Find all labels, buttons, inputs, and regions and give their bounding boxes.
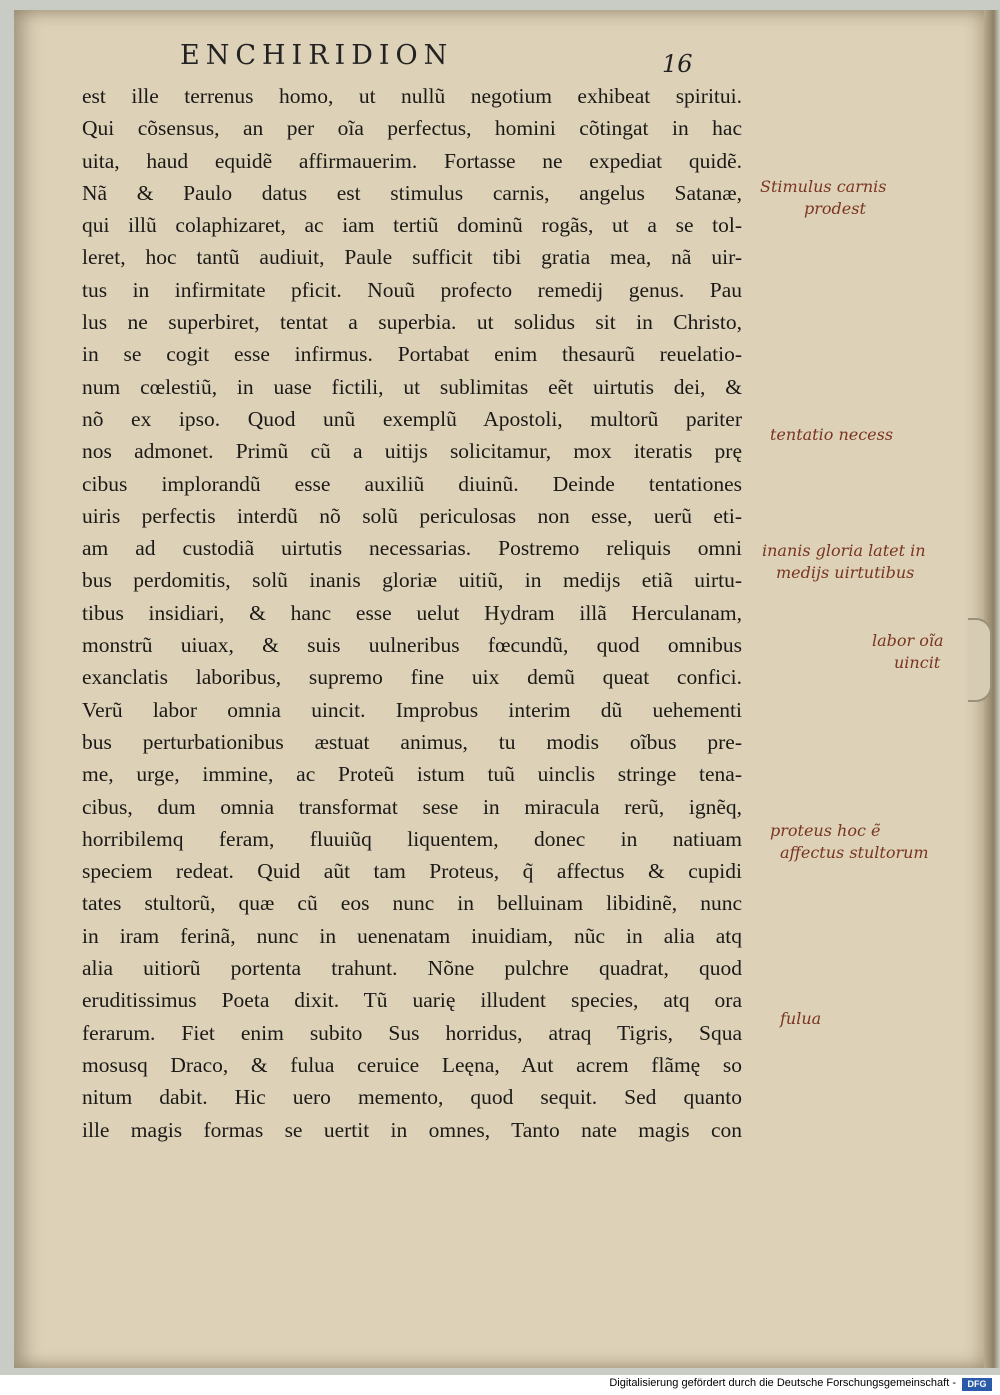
dfg-logo: DFG	[962, 1378, 992, 1391]
text-line: bus perdomitis, solũ inanis gloriæ uitiũ, in medijs etiã uirtu-	[82, 568, 742, 593]
text-line: Verũ labor omnia uincit. Improbus interim dũ uehementi	[82, 697, 742, 722]
text-line: horribilemq feram, fluuiũq liquentem, donec in natiuam	[82, 826, 742, 851]
marginal-note-proteus: proteus hoc ẽ affectus stultorum	[770, 821, 929, 862]
text-line: nõ ex ipso. Quod unũ exemplũ Apostoli, multorũ pariter	[82, 406, 742, 431]
text-line: tus in infirmitate pficit. Nouũ profecto remedij genus. Pau	[82, 277, 742, 302]
text-line: leret, hoc tantũ audiuit, Paule sufficit tibi gratia mea, nã uir-	[82, 245, 742, 270]
text-line: eruditissimus Poeta dixit. Tũ uarię illudent species, atq ora	[82, 988, 742, 1013]
footer-credit: Digitalisierung gefördert durch die Deutsche Forschungsgemeinschaft -	[609, 1377, 956, 1389]
text-line: monstrũ uiuax, & suis uulneribus fœcundũ, quod omnibus	[82, 633, 742, 658]
text-line: am ad custodiã uirtutis necessarias. Postremo reliquis omni	[82, 536, 742, 561]
text-line: bus perturbationibus æstuat animus, tu modis oĩbus pre-	[82, 729, 742, 754]
text-line: cibus, dum omnia transformat sese in miracula rerũ, ignẽq,	[82, 794, 742, 819]
page-tab	[968, 618, 992, 702]
text-line: in se cogit esse infirmus. Portabat enim thesaurũ reuelatio-	[82, 342, 742, 367]
text-line: lus ne superbiret, tentat a superbia. ut solidus sit in Christo,	[82, 310, 742, 335]
text-line: tibus insidiari, & hanc esse uelut Hydram illã Herculanam,	[82, 600, 742, 625]
text-line: uiris perfectis interdũ nõ solũ periculosas non esse, uerũ eti-	[82, 503, 742, 528]
text-line: tates stultorũ, quæ cũ eos nunc in belluinam libidinẽ, nunc	[82, 891, 742, 916]
text-line: mosusq Draco, & fulua ceruice Leęna, Aut acrem flãmę so	[82, 1052, 742, 1077]
marginal-note-tentatio: tentatio necess	[770, 425, 894, 444]
text-line: ille magis formas se uertit in omnes, Tanto nate magis con	[82, 1117, 742, 1142]
text-line: cibus implorandũ esse auxiliũ diuinũ. Deinde tentationes	[82, 471, 742, 496]
text-line: qui illũ colaphizaret, ac iam tertiũ dominũ rogãs, ut a se tol-	[82, 213, 742, 238]
text-line: speciem redeat. Quid aũt tam Proteus, q̃ affectus & cupidi	[82, 859, 742, 884]
marginal-note-fulua: fulua	[780, 1009, 822, 1028]
text-line: exanclatis laboribus, supremo fine uix demũ queat confici.	[82, 665, 742, 690]
text-line: ferarum. Fiet enim subito Sus horridus, atraq Tigris, Squa	[82, 1020, 742, 1045]
text-line: nos admonet. Primũ cũ a uitijs solicitamur, mox iteratis prę	[82, 439, 742, 464]
text-line: uita, haud equidẽ affirmauerim. Fortasse ne expediat quidẽ.	[82, 148, 742, 173]
marginal-note-labor: labor oĩa uincit	[872, 631, 944, 672]
folio-number: 16	[662, 50, 693, 78]
text-line: nitum dabit. Hic uero memento, quod sequit. Sed quanto	[82, 1085, 742, 1110]
marginal-note-stimulus: Stimulus carnis prodest	[760, 177, 887, 218]
text-line: Nã & Paulo datus est stimulus carnis, angelus Satanæ,	[82, 180, 742, 205]
digitization-footer	[0, 1375, 1000, 1395]
text-block	[82, 80, 742, 1146]
text-line: alia uitiorũ portenta trahunt. Nõne pulchre quadrat, quod	[82, 956, 742, 981]
text-line: est ille terrenus homo, ut nullũ negotium exhibeat spiritui.	[82, 84, 742, 108]
text-line: Qui cõsensus, an per oĩa perfectus, homini cõtingat in hac	[82, 116, 742, 141]
text-line: num cœlestiũ, in uase fictili, ut sublimitas eẽt uirtutis dei, &	[82, 374, 742, 399]
marginal-note-gloria: inanis gloria latet in medijs uirtutibus	[762, 541, 926, 582]
text-line: in iram ferinã, nunc in uenenatam inuidiam, nũc in alia atq	[82, 923, 742, 948]
running-head: ENCHIRIDION	[180, 40, 454, 71]
text-line: me, urge, immine, ac Proteũ istum tuũ uinclis stringe tena-	[82, 762, 742, 787]
